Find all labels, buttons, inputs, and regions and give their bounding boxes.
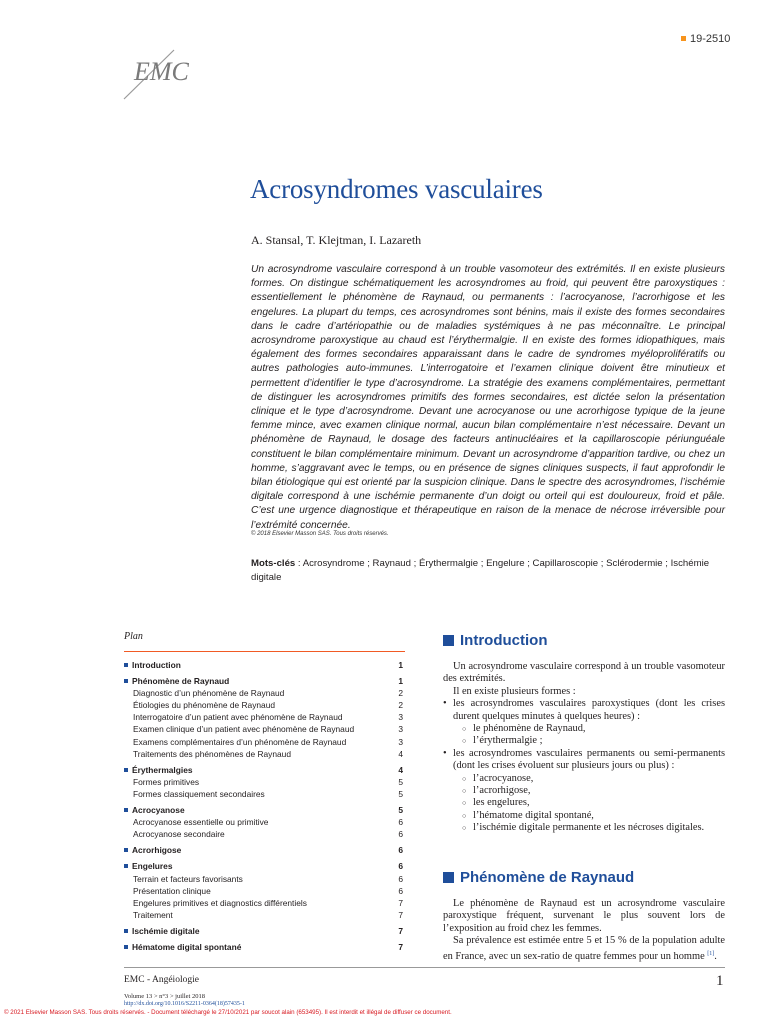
toc-entry[interactable] — [124, 711, 405, 723]
toc-entry-label: Érythermalgies — [124, 765, 193, 775]
orange-square-icon — [681, 36, 686, 41]
toc-entry-label: Ischémie digitale — [124, 926, 200, 936]
toc-entry[interactable] — [124, 941, 405, 953]
footer-divider — [124, 967, 725, 968]
table-of-contents — [124, 659, 405, 953]
toc-entry-label: Présentation clinique — [133, 885, 211, 896]
toc-entry[interactable] — [124, 909, 405, 921]
toc-entry-label: Acrorhigose — [124, 845, 181, 855]
abstract: Un acrosyndrome vasculaire correspond à un trouble vasomoteur des extrémités. Il en existe plusieurs formes. On distingue schématiquement les acrosyndromes au froid, qui peuvent être paroxystiques : essentiellement le phénomène de Raynaud, ou permanents : l’acrocyanose, l’acrorhigose et les engelures. La plupart du temps, ces acrosyndromes sont bénins, mais il existe des formes secondaires dans le cadre d’artériopathie ou de maladies systémiques à ne pas méconnaître. Le principal acrosyndrome paroxystique au chaud est l’érythermalgie. Il en existe des formes idiopathiques, mais également des formes secondaires apparaissant dans le cadre de syndromes myéloprolifératifs ou autres pathologies auto-immunes. L’interrogatoire et l’examen clinique doivent être minutieux et permettent d’identifier le type d’acrosyndrome. La stratégie des examens complémentaires, permettant de distinguer les acrosyndromes primitifs des formes secondaires, est dictée selon la présentation clinique et le type d’acrosyndrome. Devant une acrocyanose ou une acrorhigose typique de la jeune femme mince, avec examen clinique normal, aucun bilan complémentaire n’est nécessaire. Devant un phénomène de Raynaud, le dosage des facteurs antinucléaires et la capillaroscopie périunguéale constituent le bilan complémentaire minimum. Devant un acrosyndrome d’apparition tardive, ou chez un homme, s’aggravant avec le temps, ou en présence de signes cliniques suspects, il faut approfondir le bilan étiologique qui est orienté par la suspicion clinique. Dans le spectre des acrosyndromes, l’ischémie digitale correspond à une ischémie permanente d’un doigt ou orteil qui est douloureux, froid et pâle. C’est une urgence diagnostique et thérapeutique en raison de la menace de nécrose irréversible pour l’extrémité concernée. — [251, 264, 725, 531]
list-item: ○ le phénomène de Raynaud, — [453, 723, 725, 735]
toc-entry-page: 7 — [398, 925, 403, 936]
toc-entry[interactable] — [124, 748, 405, 760]
raynaud-heading: Phénomène de Raynaud — [443, 869, 634, 886]
reference-code: 19-2510 — [681, 33, 730, 45]
list-item: ○ l’acrocyanose, — [453, 773, 725, 785]
list-item: ○ l’ischémie digitale permanente et les nécroses digitales. — [453, 822, 725, 834]
list-item: ○ l’hématome digital spontané, — [453, 810, 725, 822]
toc-entry-page: 4 — [398, 748, 403, 759]
page-number: 1 — [716, 973, 724, 989]
citation-link[interactable]: [1] — [707, 950, 715, 957]
toc-entry[interactable] — [124, 659, 405, 671]
toc-entry-page: 4 — [398, 764, 403, 775]
intro-list — [443, 698, 725, 834]
intro-paragraph: Un acrosyndrome vasculaire correspond à un trouble vasomoteur des extrémités. — [443, 661, 725, 685]
toc-entry-label: Phénomène de Raynaud — [124, 676, 229, 686]
toc-entry-label: Examen clinique d’un patient avec phénomène de Raynaud — [133, 724, 355, 735]
introduction-body — [443, 661, 725, 835]
toc-entry-label: Formes classiquement secondaires — [133, 788, 265, 799]
toc-entry-label: Engelures — [124, 861, 173, 871]
keywords-list: : Acrosyndrome ; Raynaud ; Érythermalgie ; Engelure ; Capillaroscopie ; Sclérodermie ; Ischémie digitale — [251, 558, 710, 583]
plan-title: Plan — [124, 631, 143, 642]
list-item: ○ les engelures, — [453, 797, 725, 809]
legal-notice: © 2021 Elsevier Masson SAS. Tous droits réservés. - Document téléchargé le 27/10/2021 par soucot alain (653495). Il est interdit et illégal de diffuser ce document. — [4, 1009, 452, 1016]
toc-entry[interactable] — [124, 764, 405, 776]
list-item: ○ l’érythermalgie ; — [453, 735, 725, 747]
keywords — [251, 557, 725, 585]
sub-list — [453, 723, 725, 748]
article-title: Acrosyndromes vasculaires — [250, 174, 543, 204]
volume-info: Volume 13 > n°3 > juillet 2018 — [124, 993, 205, 1000]
toc-entry-page: 6 — [398, 861, 403, 872]
toc-entry[interactable] — [124, 860, 405, 872]
toc-entry-page: 7 — [398, 909, 403, 920]
toc-entry-page: 3 — [398, 724, 403, 735]
intro-paragraph: Il en existe plusieurs formes : — [453, 685, 576, 697]
toc-entry[interactable] — [124, 699, 405, 711]
toc-entry-page: 2 — [398, 688, 403, 699]
journal-name: EMC - Angéiologie — [124, 975, 199, 985]
toc-entry-page: 6 — [398, 885, 403, 896]
toc-entry[interactable] — [124, 788, 405, 800]
toc-entry[interactable] — [124, 828, 405, 840]
toc-entry-page: 3 — [398, 736, 403, 747]
toc-entry[interactable] — [124, 804, 405, 816]
toc-entry[interactable] — [124, 816, 405, 828]
toc-entry[interactable] — [124, 675, 405, 687]
toc-entry-label: Étiologies du phénomène de Raynaud — [133, 700, 276, 711]
toc-entry-page: 6 — [398, 817, 403, 828]
doi-link[interactable]: http://dx.doi.org/10.1016/S2211-0364(18)57435-1 — [124, 1001, 245, 1007]
list-item: • les acrosyndromes vasculaires paroxystiques (dont les crises durent quelques minutes à quelques heures) : ○ le phénomène de Raynaud, ○ l’érythermalgie ; — [443, 698, 725, 748]
toc-entry-label: Traitement — [133, 909, 173, 920]
toc-entry-label: Formes primitives — [133, 776, 200, 787]
plan-divider — [124, 651, 405, 652]
emc-logo — [122, 44, 189, 102]
toc-entry-page: 1 — [398, 660, 403, 670]
toc-entry-page: 1 — [398, 676, 403, 687]
toc-entry[interactable] — [124, 885, 405, 897]
toc-entry[interactable] — [124, 687, 405, 699]
toc-entry-label: Traitements des phénomènes de Raynaud — [133, 748, 291, 759]
toc-entry-label: Terrain et facteurs favorisants — [133, 873, 243, 884]
toc-entry-label: Acrocyanose secondaire — [133, 829, 225, 840]
copyright-notice: © 2018 Elsevier Masson SAS. Tous droits réservés. — [251, 531, 389, 537]
list-item: • les acrosyndromes vasculaires permanents ou semi-permanents (dont les crises évoluent sur plusieurs jours ou plus) : ○ l’acrocyanose, ○ l’acrorhigose, ○ les engelures, ○ l’hématome digital spontané, ○ l’ischémie digitale permanente et les nécroses digitales. — [443, 748, 725, 835]
toc-entry-label: Acrocyanose essentielle ou primitive — [133, 817, 269, 828]
toc-entry-page: 7 — [398, 897, 403, 908]
toc-entry-page: 6 — [398, 829, 403, 840]
list-item: ○ l’acrorhigose, — [453, 785, 725, 797]
toc-entry-label: Engelures primitives et diagnostics différentiels — [133, 897, 307, 908]
raynaud-paragraph: Le phénomène de Raynaud est un acrosyndrome vasculaire paroxystique fréquent, survenant le plus souvent lors de l’exposition au froid chez les femmes. — [443, 898, 725, 934]
keywords-label: Mots-clés — [251, 558, 296, 569]
toc-entry-label: Hématome digital spontané — [124, 942, 241, 952]
toc-entry-page: 2 — [398, 700, 403, 711]
toc-entry[interactable] — [124, 844, 405, 856]
svg-text:EMC: EMC — [134, 57, 189, 86]
blue-square-icon — [443, 872, 454, 883]
toc-entry-page: 6 — [398, 873, 403, 884]
toc-entry-label: Introduction — [124, 660, 181, 670]
raynaud-body — [443, 898, 725, 963]
raynaud-paragraph: Sa prévalence est estimée entre 5 et 15 % de la population adulte en France, avec un sex-ratio de quatre femmes pour un homme [1]. — [443, 935, 725, 962]
toc-entry[interactable] — [124, 736, 405, 748]
toc-entry[interactable] — [124, 776, 405, 788]
toc-entry-page: 3 — [398, 712, 403, 723]
introduction-heading: Introduction — [443, 632, 547, 649]
toc-entry-label: Examens complémentaires d’un phénomène de Raynaud — [133, 736, 347, 747]
toc-entry-page: 5 — [398, 788, 403, 799]
toc-entry-label: Acrocyanose — [124, 805, 185, 815]
sub-list — [453, 773, 725, 835]
toc-entry-label: Interrogatoire d’un patient avec phénomène de Raynaud — [133, 712, 343, 723]
toc-entry-page: 5 — [398, 776, 403, 787]
article-authors: A. Stansal, T. Klejtman, I. Lazareth — [251, 233, 422, 247]
toc-entry[interactable] — [124, 925, 405, 937]
toc-entry-page: 5 — [398, 805, 403, 816]
blue-square-icon — [443, 635, 454, 646]
toc-entry-page: 7 — [398, 941, 403, 952]
toc-entry[interactable] — [124, 897, 405, 909]
toc-entry[interactable] — [124, 873, 405, 885]
toc-entry-page: 6 — [398, 845, 403, 856]
toc-entry-label: Diagnostic d’un phénomène de Raynaud — [133, 688, 285, 699]
toc-entry[interactable] — [124, 723, 405, 735]
